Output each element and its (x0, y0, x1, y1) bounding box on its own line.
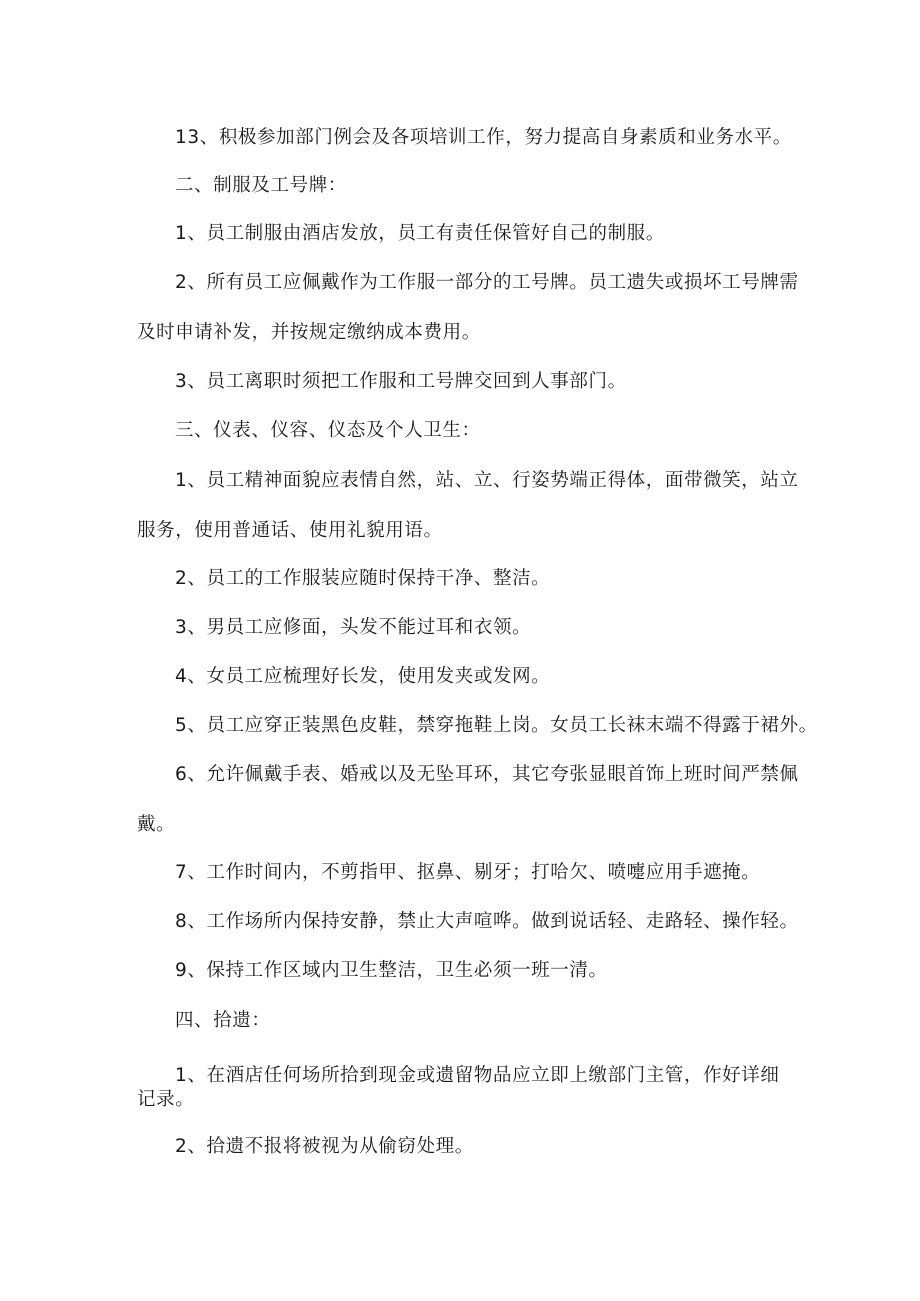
item-13-training: 13、积极参加部门例会及各项培训工作，努力提高自身素质和业务水平。 (175, 127, 792, 148)
item-uniform-1: 1、员工制服由酒店发放，员工有责任保管好自己的制服。 (175, 223, 665, 244)
item-appearance-8: 8、工作场所内保持安静，禁止大声喧哗。做到说话轻、走路轻、操作轻。 (175, 911, 799, 932)
item-appearance-5: 5、员工应穿正装黑色皮鞋，禁穿拖鞋上岗。女员工长袜末端不得露于裙外。 (175, 715, 818, 736)
section-heading-lost-found: 四、拾遗： (175, 1010, 271, 1031)
item-appearance-1-line2: 服务，使用普通话、使用礼貌用语。 (137, 520, 443, 541)
item-appearance-2: 2、员工的工作服装应随时保持干净、整洁。 (175, 568, 551, 589)
item-lost-found-1-line1: 1、在酒店任何场所拾到现金或遗留物品应立即上缴部门主管，作好详细 (175, 1065, 780, 1086)
section-heading-appearance: 三、仪表、仪容、仪态及个人卫生： (175, 420, 481, 441)
item-appearance-9: 9、保持工作区域内卫生整洁，卫生必须一班一清。 (175, 960, 608, 981)
item-uniform-3: 3、员工离职时须把工作服和工号牌交回到人事部门。 (175, 371, 627, 392)
item-uniform-2-line2: 及时申请补发，并按规定缴纳成本费用。 (137, 322, 481, 343)
item-appearance-3: 3、男员工应修面，头发不能过耳和衣领。 (175, 617, 532, 638)
section-heading-uniform-badge: 二、制服及工号牌： (175, 175, 347, 196)
item-appearance-7: 7、工作时间内，不剪指甲、抠鼻、剔牙；打哈欠、喷嚏应用手遮掩。 (175, 862, 761, 883)
item-uniform-2-line1: 2、所有员工应佩戴作为工作服一部分的工号牌。员工遗失或损坏工号牌需 (175, 272, 799, 293)
item-lost-found-1-line2: 记录。 (137, 1089, 195, 1110)
item-lost-found-2: 2、拾遗不报将被视为从偷窃处理。 (175, 1136, 474, 1157)
item-appearance-6-line1: 6、允许佩戴手表、婚戒以及无坠耳环，其它夸张显眼首饰上班时间严禁佩 (175, 764, 799, 785)
item-appearance-4: 4、女员工应梳理好长发，使用发夹或发网。 (175, 666, 551, 687)
item-appearance-1-line1: 1、员工精神面貌应表情自然，站、立、行姿势端正得体，面带微笑，站立 (175, 470, 799, 491)
item-appearance-6-line2: 戴。 (137, 814, 176, 835)
